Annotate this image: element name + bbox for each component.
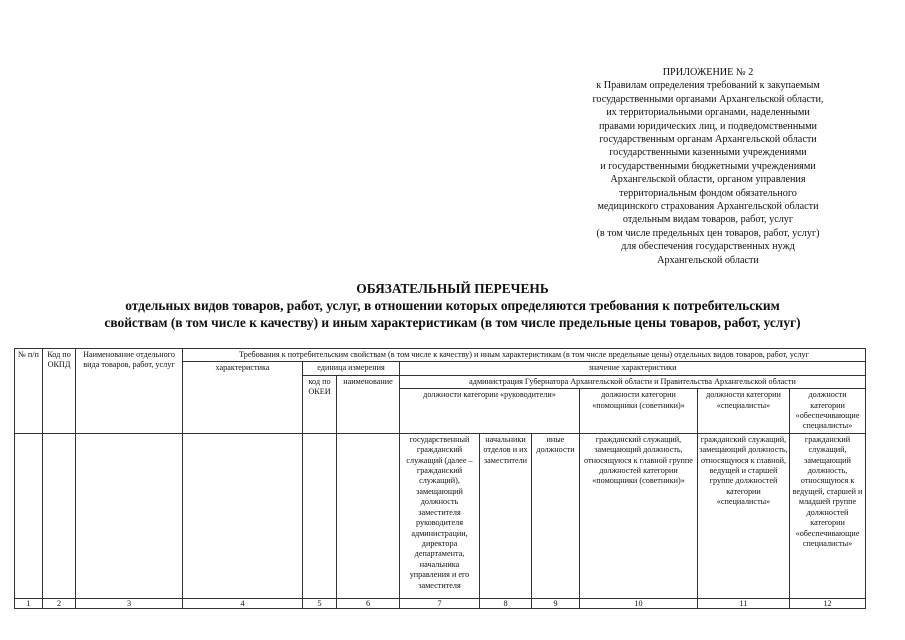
document-title	[0, 280, 905, 331]
col-header-okei: код по ОКЕИ	[303, 375, 337, 433]
appendix-line: государственными казенными учреждениями	[609, 147, 807, 159]
col-header-specialists: должности категории «специалисты»	[698, 389, 790, 434]
cell-specialist-group: гражданский служащий, замещающий должность, относящуюся к главной, ведущей и старшей группе должностей категории «специалисты»	[698, 433, 790, 598]
col-header-leaders: должности категории «руководители»	[400, 389, 580, 434]
requirements-table	[14, 348, 866, 609]
col-header-unit-name: наименование	[337, 375, 400, 433]
appendix-line: к Правилам определения требований к закупаемым	[596, 80, 820, 92]
appendix-line: и государственными бюджетными учреждениями	[600, 160, 816, 172]
appendix-line: отдельным видам товаров, работ, услуг	[622, 214, 794, 226]
column-number: 1	[15, 598, 43, 608]
appendix-line: правами юридических лиц, и подведомственными	[598, 120, 818, 132]
col-header-num: № п/п	[15, 349, 43, 434]
appendix-line: территориальным фондом обязательного	[619, 187, 797, 199]
header-row-5	[15, 433, 866, 598]
column-number: 5	[303, 598, 337, 608]
cell-assistant-group: гражданский служащий, замещающий должность, относящуюся к главной группе должностей категории «помощники (советники)»	[580, 433, 698, 598]
cell-heads-departments: начальники отделов и их заместители	[480, 433, 532, 598]
col-header-assistants: должности категории «помощники (советники)»	[580, 389, 698, 434]
column-number: 4	[183, 598, 303, 608]
col-header-requirements: Требования к потребительским свойствам (в том числе к качеству) и иным характеристикам (в том числе предельные цены) отдельных видов товаров, работ, услуг	[183, 349, 866, 362]
col-header-characteristic: характеристика	[183, 362, 303, 433]
column-number: 10	[580, 598, 698, 608]
col-header-administration: администрация Губернатора Архангельской области и Правительства Архангельской области	[400, 375, 866, 388]
column-number: 12	[790, 598, 866, 608]
header-row-1	[15, 349, 866, 362]
column-number: 9	[532, 598, 580, 608]
cell-civil-servant: государственный гражданский служащий (далее – гражданский служащий), замещающий должность заместителя руководителя администрации, директора департамента, начальника управления и его заместителя	[400, 433, 480, 598]
column-number: 6	[337, 598, 400, 608]
appendix-line: ПРИЛОЖЕНИЕ № 2	[662, 67, 754, 78]
cell-other-positions: иные должности	[532, 433, 580, 598]
appendix-line: Архангельской области, органом управления	[610, 174, 806, 186]
appendix-heading	[560, 66, 856, 267]
col-header-okpd: Код по ОКПД	[43, 349, 76, 434]
column-number: 11	[698, 598, 790, 608]
appendix-line: их территориальными органами, наделенными	[606, 107, 810, 119]
col-header-support: должности категории «обеспечивающие специалисты»	[790, 389, 866, 434]
column-number: 7	[400, 598, 480, 608]
appendix-line: государственными органами Архангельской области,	[592, 93, 824, 105]
title-line-2: отдельных видов товаров, работ, услуг, в отношении которых определяются требования к потребительским	[125, 298, 780, 313]
cell-support-group: гражданский служащий, замещающий должность, относящуюся к ведущей, старшей и младшей группе должностей категории «обеспечивающие специалисты»	[790, 433, 866, 598]
column-number: 8	[480, 598, 532, 608]
col-header-value: значение характеристики	[400, 362, 866, 375]
appendix-line: медицинского страхования Архангельской области	[597, 201, 819, 213]
appendix-line: Архангельской области	[657, 254, 759, 266]
column-numbers-row	[15, 598, 866, 608]
col-header-name: Наименование отдельного вида товаров, работ, услуг	[76, 349, 183, 434]
column-number: 3	[76, 598, 183, 608]
title-line-1: ОБЯЗАТЕЛЬНЫЙ ПЕРЕЧЕНЬ	[356, 281, 549, 296]
column-number: 2	[43, 598, 76, 608]
col-header-unit: единица измерения	[303, 362, 400, 375]
appendix-line: государственным органам Архангельской области	[599, 134, 817, 146]
title-line-3: свойствам (в том числе к качеству) и иным характеристикам (в том числе предельные цены товаров, работ, услуг)	[104, 315, 801, 330]
appendix-line: (в том числе предельных цен товаров, работ, услуг)	[596, 227, 820, 239]
appendix-line: для обеспечения государственных нужд	[621, 241, 795, 253]
